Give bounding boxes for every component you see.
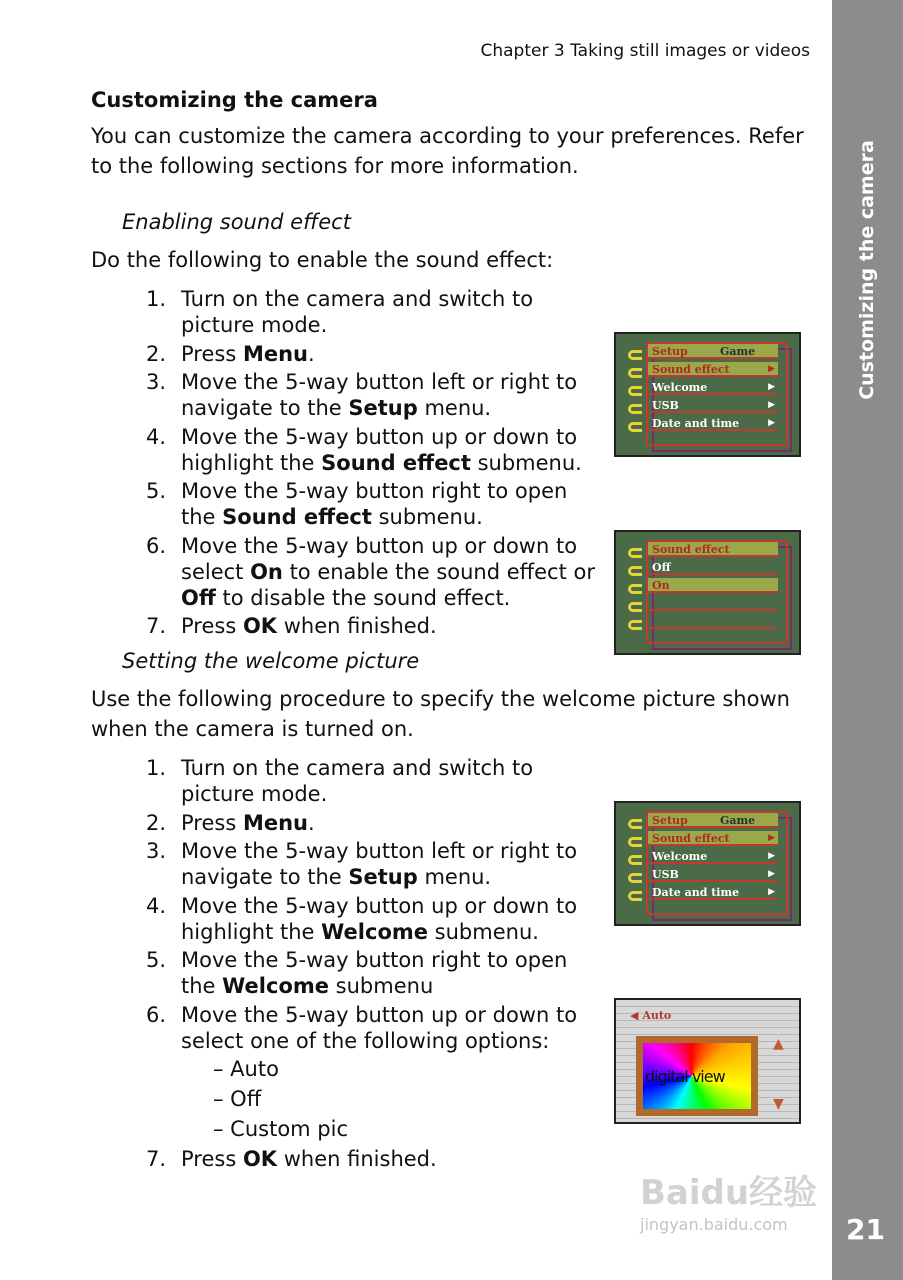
step-number: 5. [146, 948, 167, 972]
left-arrow-icon: ◀ [630, 1009, 639, 1022]
step-text: Press OK when finished. [181, 614, 437, 638]
step-text: Move the 5-way button up or down to highlight the Sound effect submenu. [181, 424, 582, 475]
list-item [146, 1002, 606, 1144]
step-text: Turn on the camera and switch to picture mode. [181, 756, 534, 806]
welcome-picture-screenshot [614, 998, 801, 1124]
step-text: Turn on the camera and switch to picture mode. [181, 287, 534, 337]
step-text: Move the 5-way button left or right to navigate to the Setup menu. [181, 370, 578, 420]
step-number: 3. [146, 839, 167, 863]
menu-item: Sound effect ▶ [648, 362, 778, 377]
menu-item: USB ▶ [648, 398, 778, 413]
step-text: Press Menu. [181, 341, 315, 366]
sound-steps [146, 286, 606, 642]
welcome-value: Auto [642, 1009, 672, 1022]
step-text: Move the 5-way button up or down to highlight the Welcome submenu. [181, 893, 578, 944]
menu-title: Sound effect [648, 542, 778, 557]
watermark-url: jingyan.baidu.com [640, 1215, 788, 1234]
list-item [146, 613, 606, 639]
list-item [146, 947, 606, 999]
menu-item: Sound effect ▶ [648, 831, 778, 846]
step-number: 2. [146, 341, 167, 366]
subheading-welcome: Setting the welcome picture [122, 649, 420, 673]
tab-setup: Setup [652, 345, 688, 358]
option-item: – Custom pic [213, 1116, 349, 1141]
down-arrow-icon: ▼ [773, 1096, 784, 1112]
welcome-picture: digital view [636, 1036, 758, 1116]
step-number: 1. [146, 287, 167, 311]
list-item [146, 810, 606, 836]
watermark-logo: Baidu经验 [640, 1173, 818, 1213]
step-number: 4. [146, 893, 167, 918]
step-text: Move the 5-way button right to open the Sound effect submenu. [181, 479, 568, 529]
list-item [146, 893, 606, 945]
option-item: – Off [213, 1086, 262, 1111]
side-tab-title: Customizing the camera [856, 140, 878, 400]
sound-lead: Do the following to enable the sound effect: [91, 248, 554, 272]
step-number: 7. [146, 614, 167, 638]
step-number: 6. [146, 533, 167, 558]
tab-game: Game [720, 345, 756, 358]
menu-item: Date and time ▶ [648, 885, 778, 900]
menu-item: Off [648, 560, 778, 575]
step-number: 7. [146, 1147, 167, 1171]
subheading-sound: Enabling sound effect [122, 210, 351, 234]
step-text: Move the 5-way button up or down to select one of the following options: – Auto – Off – Custom pic [181, 1002, 606, 1144]
step-number: 5. [146, 479, 167, 503]
list-item [146, 838, 606, 890]
running-header: Chapter 3 Taking still images or videos [480, 41, 810, 61]
step-number: 1. [146, 756, 167, 780]
step-number: 4. [146, 424, 167, 449]
list-item [146, 369, 606, 421]
list-item [146, 424, 606, 476]
step-text: Press Menu. [181, 810, 315, 835]
list-item [146, 1146, 606, 1172]
welcome-steps [146, 755, 606, 1175]
sound-effect-screenshot [614, 530, 801, 655]
intro-paragraph: You can customize the camera according to your preferences. Refer to the following sections for more information. [91, 124, 804, 178]
step-number: 3. [146, 370, 167, 394]
welcome-lead: Use the following procedure to specify the welcome picture shown when the camera is turned on. [91, 687, 790, 741]
list-item [146, 755, 606, 807]
step-number: 6. [146, 1002, 167, 1027]
up-arrow-icon: ▲ [773, 1036, 784, 1052]
step-text: Move the 5-way button right to open the Welcome submenu [181, 948, 568, 998]
step-number: 2. [146, 810, 167, 835]
list-item [146, 286, 606, 338]
list-item [146, 533, 606, 611]
page-number: 21 [846, 1213, 885, 1246]
section-heading: Customizing the camera [91, 88, 378, 112]
option-item: – Auto [213, 1056, 279, 1081]
menu-item: Welcome ▶ [648, 380, 778, 395]
menu-item: On [648, 578, 778, 593]
step-text: Move the 5-way button left or right to navigate to the Setup menu. [181, 839, 578, 889]
step-text: Move the 5-way button up or down to select On to enable the sound effect or Off to disable the sound effect. [181, 533, 595, 610]
menu-item: Date and time ▶ [648, 416, 778, 431]
step-text: Press OK when finished. [181, 1147, 437, 1171]
setup-menu-screenshot-2: Setup Game Sound effect ▶ Welcome ▶ USB ▶ Date and time ▶ [614, 801, 801, 926]
list-item [146, 341, 606, 367]
menu-item: Welcome ▶ [648, 849, 778, 864]
list-item [146, 478, 606, 530]
menu-item: USB ▶ [648, 867, 778, 882]
setup-menu-screenshot [614, 332, 801, 457]
